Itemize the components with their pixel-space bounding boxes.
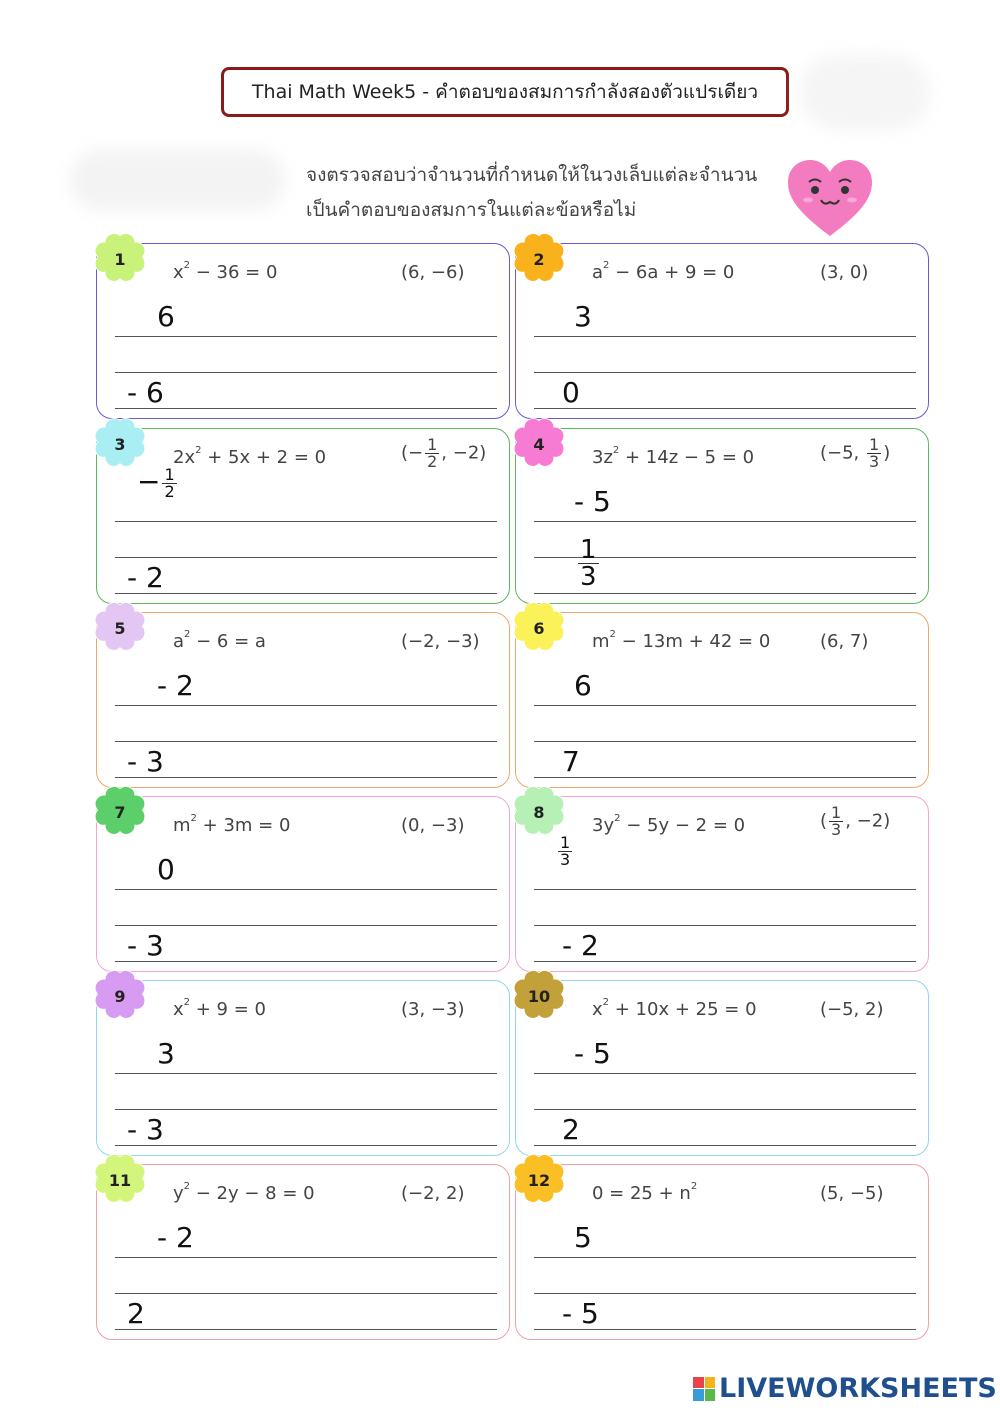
- answer-input-2[interactable]: - 3: [127, 1113, 164, 1146]
- given-values: (5, −5): [820, 1183, 884, 1204]
- equation: $m^2 - 13m + 42 = 0$: [592, 629, 771, 652]
- equation: $0 = 25 + n^2$: [592, 1181, 698, 1204]
- given-values: (6, 7): [820, 631, 869, 652]
- page-title: Thai Math Week5 - คำตอบของสมการกำลังสองตัวแปรเดียว: [221, 67, 789, 117]
- heart-face-icon: [788, 160, 872, 238]
- problem-number: 10: [527, 986, 551, 1006]
- answer-input-1[interactable]: - 2: [157, 1221, 194, 1254]
- answer-line: [534, 1109, 916, 1110]
- problem-card: [96, 612, 510, 788]
- answer-line: [115, 705, 497, 706]
- answer-input-1[interactable]: - 5: [574, 485, 611, 518]
- answer-input-1[interactable]: - 5: [574, 1037, 611, 1070]
- problem-number-badge: [510, 230, 568, 288]
- equation: $3y^2 - 5y - 2 = 0$: [592, 813, 746, 836]
- answer-line: [115, 593, 497, 594]
- equation: $a^2 - 6a + 9 = 0$: [592, 260, 735, 283]
- answer-line: [534, 372, 916, 373]
- answer-line: [534, 1257, 916, 1258]
- liveworksheets-logo-icon: [693, 1377, 715, 1401]
- answer-input-1[interactable]: 5: [574, 1221, 592, 1254]
- equation: $a^2 - 6 = a$: [173, 629, 266, 652]
- problem-card: [515, 796, 929, 972]
- problem-card: [96, 1164, 510, 1340]
- problem-card: [96, 980, 510, 1156]
- answer-input-1[interactable]: 6: [157, 300, 175, 333]
- answer-line: [115, 1109, 497, 1110]
- fraction: $\frac{1}{2}$: [427, 435, 438, 471]
- problem-number-badge: [91, 599, 149, 657]
- given-values: ( $\frac{1}{3}$ , −2): [820, 803, 891, 839]
- answer-input-2[interactable]: - 3: [127, 929, 164, 962]
- given-values: (−2, −3): [401, 631, 480, 652]
- equation: $m^2 + 3m = 0$: [173, 813, 291, 836]
- equation: $x^2 + 10x + 25 = 0$: [592, 997, 757, 1020]
- problem-number: 7: [114, 802, 126, 822]
- answer-line: [534, 408, 916, 409]
- answer-line: [534, 925, 916, 926]
- fraction: $\frac{1}{2}$: [164, 464, 175, 501]
- brand-text: LIVEWORKSHEETS: [719, 1373, 997, 1404]
- fraction: $\frac{1}{3}$: [560, 832, 571, 869]
- problem-card: [515, 1164, 929, 1340]
- answer-input-1[interactable]: - 2: [157, 669, 194, 702]
- answer-line: [534, 1145, 916, 1146]
- answer-input-2[interactable]: 7: [562, 745, 580, 778]
- problem-card: [515, 980, 929, 1156]
- equation: $3z^2 + 14z - 5 = 0$: [592, 445, 755, 468]
- answer-line: [534, 777, 916, 778]
- answer-input-2[interactable]: - 3: [127, 745, 164, 778]
- given-values: (−5, 2): [820, 999, 884, 1020]
- given-values: (−5, $\frac{1}{3}$ ): [820, 435, 891, 471]
- answer-line: [115, 1257, 497, 1258]
- answer-input-1[interactable]: − $\frac{1}{2}$: [137, 464, 175, 501]
- answer-input-2[interactable]: - 2: [127, 561, 164, 594]
- liveworksheets-brand: [693, 1373, 997, 1404]
- answer-line: [115, 777, 497, 778]
- fraction: $\frac{1}{3}$: [580, 535, 597, 592]
- answer-line: [115, 1145, 497, 1146]
- blurred-area: [800, 55, 930, 130]
- given-values: (0, −3): [401, 815, 465, 836]
- answer-input-2[interactable]: - 6: [127, 376, 164, 409]
- answer-line: [534, 521, 916, 522]
- problem-number: 12: [527, 1170, 551, 1190]
- answer-input-1[interactable]: 3: [574, 300, 592, 333]
- problem-number: 1: [114, 249, 126, 269]
- answer-line: [115, 557, 497, 558]
- answer-line: [115, 1293, 497, 1294]
- problem-number-badge: [91, 230, 149, 288]
- answer-input-2[interactable]: 0: [562, 376, 580, 409]
- answer-line: [115, 408, 497, 409]
- problem-number: 3: [114, 434, 126, 454]
- instructions-line-2: เป็นคำตอบของสมการในแต่ละข้อหรือไม่: [306, 199, 637, 221]
- problem-number-badge: [510, 415, 568, 473]
- given-values: (− $\frac{1}{2}$ , −2): [401, 435, 487, 471]
- answer-input-2[interactable]: - 2: [562, 929, 599, 962]
- fraction: $\frac{1}{3}$: [831, 803, 842, 839]
- answer-line: [115, 521, 497, 522]
- given-values: (−2, 2): [401, 1183, 465, 1204]
- answer-line: [115, 741, 497, 742]
- answer-input-2[interactable]: 2: [562, 1113, 580, 1146]
- instructions: [306, 158, 757, 228]
- given-values: (3, −3): [401, 999, 465, 1020]
- given-values: (3, 0): [820, 262, 869, 283]
- equation: $x^2 - 36 = 0$: [173, 260, 278, 283]
- problem-number: 9: [114, 986, 126, 1006]
- answer-input-1[interactable]: [556, 833, 574, 868]
- problem-card: [96, 243, 510, 419]
- problem-number: 6: [533, 618, 545, 638]
- answer-line: [534, 741, 916, 742]
- problem-card: [96, 428, 510, 604]
- problem-number: 8: [533, 802, 545, 822]
- answer-input-2[interactable]: [576, 537, 601, 590]
- problem-number-badge: [510, 1151, 568, 1209]
- answer-input-1[interactable]: 0: [157, 853, 175, 886]
- problem-number-badge: [510, 599, 568, 657]
- answer-line: [115, 889, 497, 890]
- problem-card: [515, 243, 929, 419]
- equation: $x^2 + 9 = 0$: [173, 997, 266, 1020]
- problem-number-badge: [91, 783, 149, 841]
- answer-line: [534, 1073, 916, 1074]
- problem-number-badge: [91, 967, 149, 1025]
- problem-number: 5: [114, 618, 126, 638]
- problem-number: 4: [533, 434, 545, 454]
- answer-line: [534, 889, 916, 890]
- problem-number-badge: [510, 967, 568, 1025]
- answer-input-1[interactable]: 3: [157, 1037, 175, 1070]
- answer-line: [534, 705, 916, 706]
- answer-line: [115, 925, 497, 926]
- equation: $y^2 - 2y - 8 = 0$: [173, 1181, 315, 1204]
- answer-line: [115, 1073, 497, 1074]
- fraction: $\frac{1}{3}$: [869, 435, 880, 471]
- problem-number: 11: [108, 1170, 132, 1190]
- answer-line: [534, 336, 916, 337]
- answer-input-2[interactable]: - 5: [562, 1297, 599, 1330]
- problem-card: [96, 796, 510, 972]
- answer-line: [534, 593, 916, 594]
- given-values: (6, −6): [401, 262, 465, 283]
- problem-number-badge: [91, 1151, 149, 1209]
- answer-input-2[interactable]: 2: [127, 1297, 145, 1330]
- answer-line: [115, 1329, 497, 1330]
- instructions-line-1: จงตรวจสอบว่าจำนวนที่กำหนดให้ในวงเล็บแต่ละจำนวน: [306, 164, 758, 186]
- answer-line: [115, 961, 497, 962]
- blurred-area: [70, 150, 285, 210]
- problem-card: [515, 612, 929, 788]
- problem-number: 2: [533, 249, 545, 269]
- answer-line: [534, 1293, 916, 1294]
- problem-card: [515, 428, 929, 604]
- equation: $2x^2 + 5x + 2 = 0$: [173, 445, 327, 468]
- answer-line: [115, 336, 497, 337]
- answer-line: [115, 372, 497, 373]
- answer-input-1[interactable]: 6: [574, 669, 592, 702]
